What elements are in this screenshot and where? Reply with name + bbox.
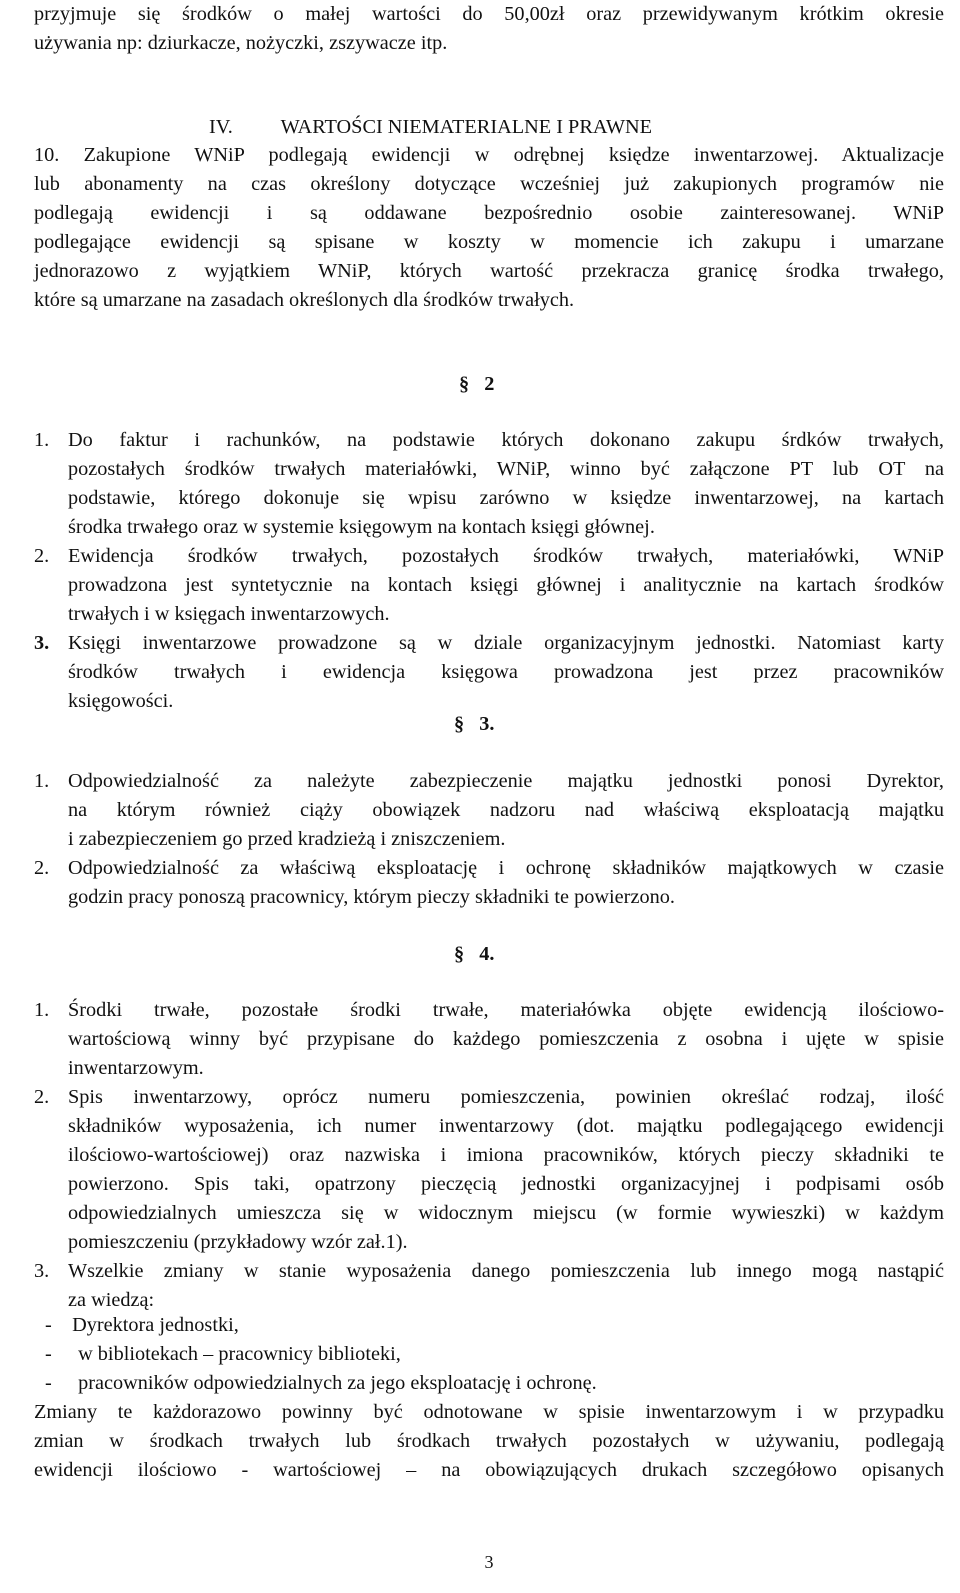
text-line: Spis inwentarzowy, oprócz numeru pomieszczenia, powinien określać rodzaj, ilość bbox=[68, 1086, 944, 1108]
text-line: Odpowiedzialność za właściwą eksploatację i ochronę składników majątkowych w czasie bbox=[68, 857, 944, 879]
item-number: 2. bbox=[34, 545, 50, 567]
text-line: Środki trwałe, pozostałe środki trwałe, materiałówka objęte ewidencją ilościowo- bbox=[68, 999, 944, 1021]
paragraph-2-heading bbox=[459, 370, 944, 399]
paragraph-3-heading bbox=[454, 710, 944, 739]
intro-paragraph bbox=[34, 0, 944, 58]
text-line: Zmiany te każdorazowo powinny być odnotowane w spisie inwentarzowym i w przypadku bbox=[34, 1401, 944, 1423]
text-line: lub abonamenty na czas określony dotyczące wcześniej już zakupionych programów nie bbox=[34, 173, 944, 195]
dash-bullet: - bbox=[45, 1372, 52, 1394]
list-item bbox=[34, 1083, 944, 1257]
text-line: Ewidencja środków trwałych, pozostałych środków trwałych, materiałówki, WNiP bbox=[68, 545, 944, 567]
text-line: środków trwałych i ewidencja księgowa prowadzona jest przez pracowników bbox=[68, 661, 944, 683]
text-line: prowadzona jest syntetycznie na kontach księgi głównej i analitycznie na kartach środków bbox=[68, 574, 944, 596]
text-line: wartościową winny być przypisane do każdego pomieszczenia z osobna i ujęte w spisie bbox=[68, 1028, 944, 1050]
text-line: zmian w środkach trwałych lub środkach trwałych pozostałych w używaniu, podlegają bbox=[34, 1430, 944, 1452]
text-line: używania np: dziurkacze, nożyczki, zszywacze itp. bbox=[34, 32, 448, 54]
item-number: 3. bbox=[34, 632, 50, 654]
text-line: pozostałych środków trwałych materiałówki, WNiP, winno być załączone PT lub OT na bbox=[68, 458, 944, 480]
list-item bbox=[34, 996, 944, 1083]
text-line: podlegają ewidencji i są oddawane bezpośrednio osobie zainteresowanej. WNiP bbox=[34, 202, 944, 224]
section-title: WARTOŚCI NIEMATERIALNE I PRAWNE bbox=[280, 116, 653, 138]
dash-list-item bbox=[45, 1340, 944, 1369]
text-line: Księgi inwentarzowe prowadzone są w dziale organizacyjnym jednostki. Natomiast karty bbox=[68, 632, 944, 654]
item-number: 3. bbox=[34, 1260, 50, 1282]
dash-item-text: Dyrektora jednostki, bbox=[72, 1314, 239, 1336]
text-line: podlegające ewidencji są spisane w koszty w momencie ich zakupu i umarzane bbox=[34, 231, 944, 253]
text-line: księgowości. bbox=[68, 690, 174, 712]
text-line: ilościowo-wartościowej) oraz nazwiska i imiona pracowników, których pieczy składniki te bbox=[68, 1144, 944, 1166]
dash-bullet: - bbox=[45, 1343, 52, 1365]
paragraph-number: 2 bbox=[484, 373, 495, 395]
paragraph-4-heading bbox=[454, 940, 944, 969]
text-line: i zabezpieczeniem go przed kradzieżą i zniszczeniem. bbox=[68, 828, 506, 850]
paragraph-4-list bbox=[34, 996, 944, 1315]
text-line: Odpowiedzialność za należyte zabezpieczenie majątku jednostki ponosi Dyrektor, bbox=[68, 770, 944, 792]
dash-item-text: w bibliotekach – pracownicy biblioteki, bbox=[78, 1343, 401, 1365]
dash-list-item bbox=[45, 1311, 944, 1340]
list-item bbox=[34, 854, 944, 912]
closing-paragraph bbox=[34, 1398, 944, 1485]
text-line: podstawie, którego dokonuje się wpisu zarówno w księdze inwentarzowej, na kartach bbox=[68, 487, 944, 509]
paragraph-number: 3. bbox=[479, 713, 495, 735]
text-line: które są umarzane na zasadach określonych dla środków trwałych. bbox=[34, 289, 575, 311]
dash-item-text: pracowników odpowiedzialnych za jego eksploatację i ochronę. bbox=[78, 1372, 597, 1394]
section-roman-numeral: IV. bbox=[209, 116, 233, 138]
text-line: Do faktur i rachunków, na podstawie których dokonano zakupu śrdków trwałych, bbox=[68, 429, 944, 451]
text-line: za wiedzą: bbox=[68, 1289, 155, 1311]
paragraph-number: 4. bbox=[479, 943, 495, 965]
text-line: inwentarzowym. bbox=[68, 1057, 204, 1079]
item-number: 1. bbox=[34, 770, 50, 792]
text-line: godzin pracy ponoszą pracownicy, którym pieczy składniki te powierzono. bbox=[68, 886, 675, 908]
text-line: odpowiedzialnych umieszcza się w widocznym miejscu (w formie wywieszki) w każdym bbox=[68, 1202, 944, 1224]
item-number: 2. bbox=[34, 1086, 50, 1108]
item-10-paragraph bbox=[34, 141, 944, 315]
dash-bullet: - bbox=[45, 1314, 52, 1336]
text-line: powierzono. Spis taki, opatrzony pieczęcią jednostki organizacyjnej i podpisami osób bbox=[68, 1173, 944, 1195]
section-sign: § bbox=[459, 373, 470, 395]
text-line: ewidencji ilościowo - wartościowej – na obowiązujących drukach szczegółowo opisanych bbox=[34, 1459, 944, 1481]
section-heading bbox=[209, 113, 944, 142]
page-number: 3 bbox=[484, 1552, 494, 1572]
item-number: 1. bbox=[34, 429, 50, 451]
item-number: 1. bbox=[34, 999, 50, 1021]
paragraph-3-list bbox=[34, 767, 944, 912]
list-item bbox=[34, 542, 944, 629]
text-line: Wszelkie zmiany w stanie wyposażenia danego pomieszczenia lub innego mogą nastąpić bbox=[68, 1260, 944, 1282]
document-page bbox=[34, 0, 944, 1593]
list-item bbox=[34, 1257, 944, 1315]
list-item bbox=[34, 767, 944, 854]
text-line: na którym również ciąży obowiązek nadzoru nad właściwą eksploatacją majątku bbox=[68, 799, 944, 821]
text-line: składników wyposażenia, ich numer inwentarzowy (dot. majątku podlegającego ewidencji bbox=[68, 1115, 944, 1137]
list-item bbox=[34, 426, 944, 542]
text-line: trwałych i w księgach inwentarzowych. bbox=[68, 603, 390, 625]
list-item bbox=[34, 629, 944, 716]
text-line: środka trwałego oraz w systemie księgowym na kontach księgi głównej. bbox=[68, 516, 655, 538]
text-line: pomieszczeniu (przykładowy wzór zał.1). bbox=[68, 1231, 408, 1253]
section-sign: § bbox=[454, 713, 465, 735]
text-line: przyjmuje się środków o małej wartości do 50,00zł oraz przewidywanym krótkim okresie bbox=[34, 3, 944, 25]
dash-list-item bbox=[45, 1369, 944, 1398]
text-line: 10. Zakupione WNiP podlegają ewidencji w odrębnej księdze inwentarzowej. Aktualizacje bbox=[34, 144, 944, 166]
item-number: 2. bbox=[34, 857, 50, 879]
dash-list bbox=[45, 1311, 944, 1398]
section-sign: § bbox=[454, 943, 465, 965]
paragraph-2-list bbox=[34, 426, 944, 716]
text-line: jednorazowo z wyjątkiem WNiP, których wartość przekracza granicę środka trwałego, bbox=[34, 260, 944, 282]
